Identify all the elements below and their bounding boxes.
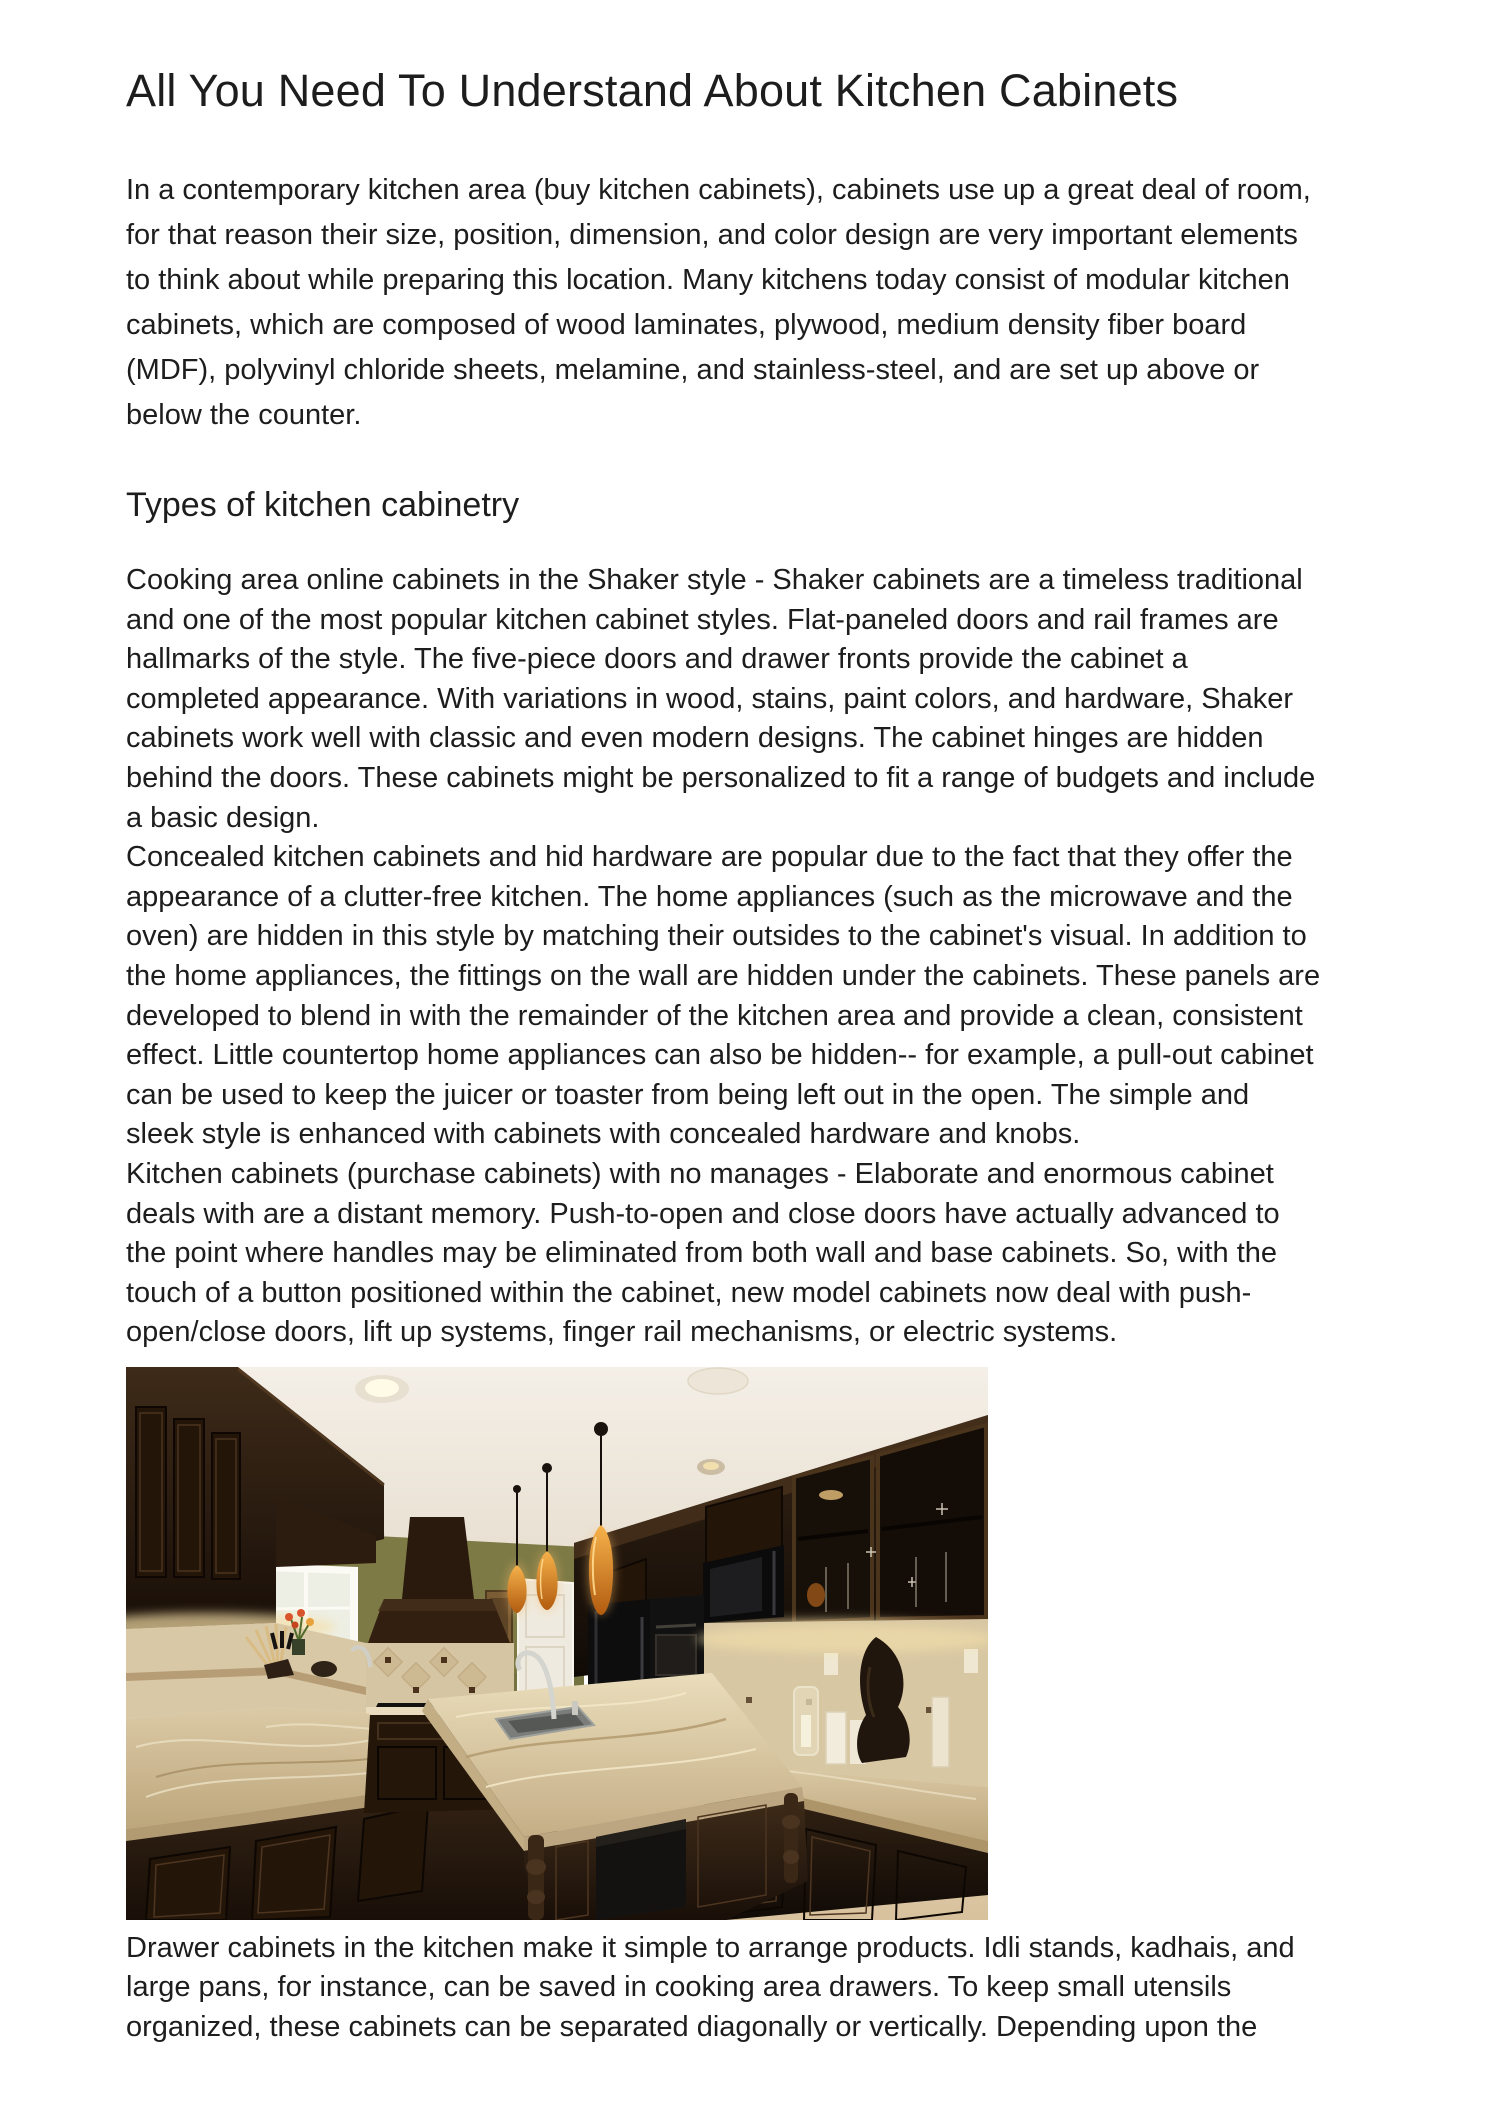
kitchen-photo (126, 1367, 988, 1920)
section-heading: Types of kitchen cabinetry (126, 486, 520, 524)
document-title: All You Need To Understand About Kitchen Cabinets (126, 65, 1179, 116)
paragraph-no-handles: Kitchen cabinets (purchase cabinets) with no manages - Elaborate and enormous cabinet deals with are a distant memory. Push-to-open and close doors have actually advanced to the point where handles may be eliminated from both wall and base cabinets. So, with the touch of a button positioned within the cabinet, new model cabinets now deal with push- open/close doors, lift up systems, finger rail mechanisms, or electric systems. (126, 1157, 1280, 1349)
document-content (126, 64, 1410, 2048)
closing-paragraph: Drawer cabinets in the kitchen make it simple to arrange products. Idli stands, kadhais, and large pans, for instance, can be saved in cooking area drawers. To keep small utensils organized, these cabinets can be separated diagonally or vertically. Depending upon the (126, 1931, 1295, 2044)
intro-paragraph: In a contemporary kitchen area (buy kitchen cabinets), cabinets use up a great deal of room, for that reason their size, position, dimension, and color design are very important elements to think about while preparing this location. Many kitchens today consist of modular kitchen cabinets, which are composed of wood laminates, plywood, medium density fiber board (MDF), polyvinyl chloride sheets, melamine, and stainless-steel, and are set up above or below the counter. (126, 174, 1311, 431)
paragraph-concealed-cabinets: Concealed kitchen cabinets and hid hardware are popular due to the fact that they offer the appearance of a clutter-free kitchen. The home appliances (such as the microwave and the oven) are hidden in this style by matching their outsides to the cabinet's visual. In addition to the home appliances, the fittings on the wall are hidden under the cabinets. These panels are developed to blend in with the remainder of the kitchen area and provide a clean, consistent effect. Little countertop home appliances can also be hidden-- for example, a pull-out cabinet can be used to keep the juicer or toaster from being left out in the open. The simple and sleek style is enhanced with cabinets with concealed hardware and knobs. (126, 841, 1321, 1151)
kitchen-photo-illustration (126, 1367, 988, 1920)
bowl (311, 1661, 337, 1677)
body-text (126, 561, 1410, 1353)
paragraph-shaker-style: Cooking area online cabinets in the Shaker style - Shaker cabinets are a timeless traditional and one of the most popular kitchen cabinet styles. Flat-paneled doors and rail frames are hallmarks of the style. The five-piece doors and drawer fronts provide the cabinet a completed appearance. With variations in wood, stains, paint colors, and hardware, Shaker cabinets work well with classic and even modern designs. The cabinet hinges are hidden behind the doors. These cabinets might be personalized to fit a range of budgets and include a basic design. (126, 564, 1316, 834)
